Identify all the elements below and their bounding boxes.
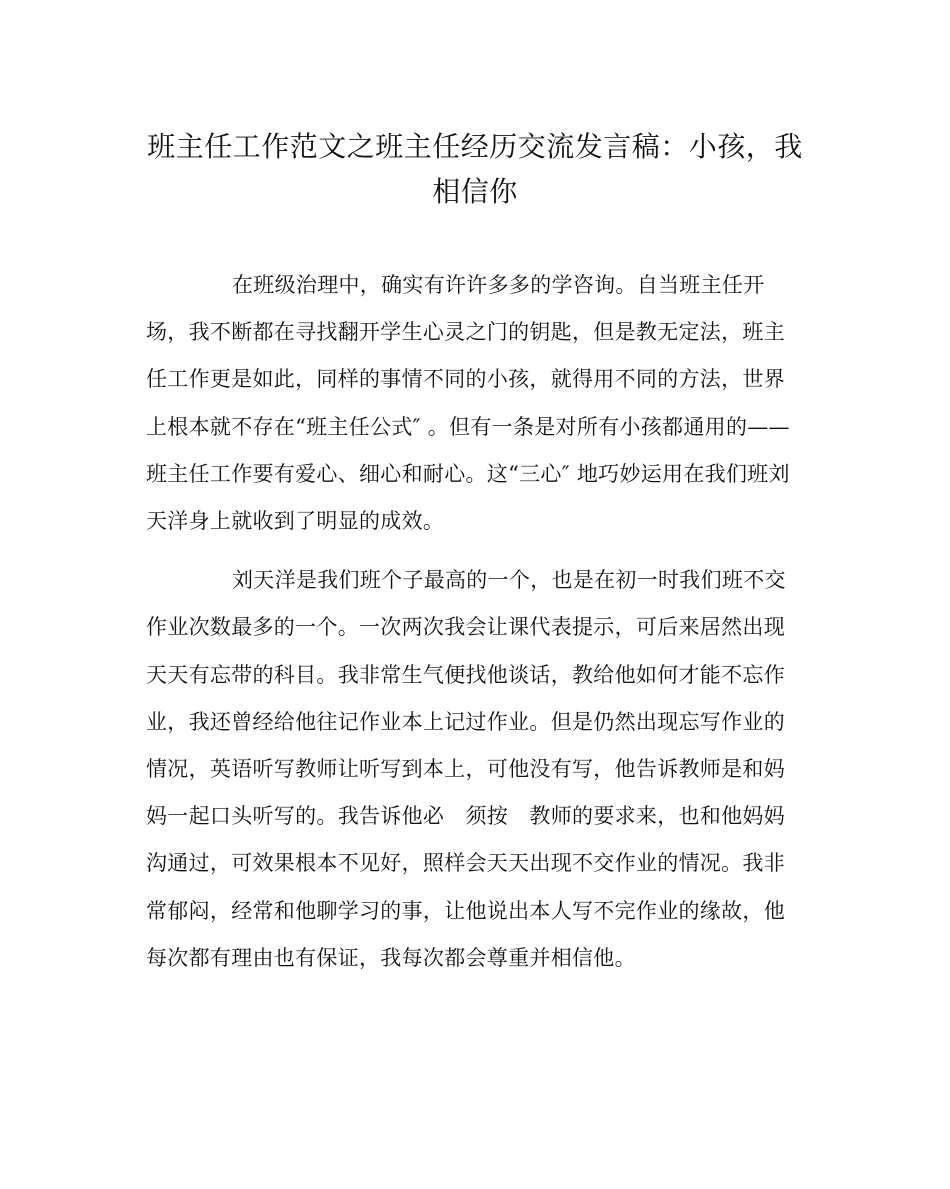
document-title (140, 124, 810, 214)
text-line: 作业次数最多的一个。一次两次我会让课代表提示，可后来居然出现 (146, 615, 785, 640)
text-line: 场，我不断都在寻找翻开学生心灵之门的钥匙，但是教无定法，班主 (146, 320, 785, 345)
document-body (146, 262, 826, 994)
text-line: 班主任工作要有爱心、细心和耐心。这“三心″ 地巧妙运用在我们班刘 (146, 461, 790, 486)
text-line: 上根本就不存在“班主任公式″ 。但有一条是对所有小孩都通用的—— (146, 414, 790, 439)
text-line: 常郁闷，经常和他聊学习的事，让他说出本人写不完作业的缘故，他 (146, 898, 785, 923)
text-line: 每次都有理由也有保证，我每次都会尊重并相信他。 (146, 945, 636, 970)
text-line: 在班级治理中，确实有许许多多的学咨询。自当班主任开 (232, 273, 765, 297)
title-line: 相信你 (432, 175, 518, 208)
text-line: 任工作更是如此，同样的事情不同的小孩，就得用不同的方法，世界 (146, 367, 785, 392)
text-line: 天天有忘带的科目。我非常生气便找他谈话，教给他如何才能不忘作 (146, 662, 785, 687)
paragraph-1 (146, 262, 826, 545)
title-line: 班主任工作范文之班主任经历交流发言稿：小孩，我 (147, 130, 803, 163)
text-line: 刘天洋是我们班个子最高的一个，也是在初一时我们班不交 (232, 568, 786, 593)
text-line: 业，我还曾经给他往记作业本上记过作业。但是仍然出现忘写作业的 (146, 709, 785, 734)
text-line: 情况，英语听写教师让听写到本上，可他没有写，他告诉教师是和妈 (146, 757, 785, 782)
text-line: 沟通过，可效果根本不见好，照样会天天出现不交作业的情况。我非 (146, 851, 785, 876)
paragraph-2 (146, 557, 826, 982)
text-line: 妈一起口头听写的。我告诉他必 须按 教师的要求来，也和他妈妈 (146, 804, 785, 829)
text-line: 天洋身上就收到了明显的成效。 (146, 509, 445, 534)
